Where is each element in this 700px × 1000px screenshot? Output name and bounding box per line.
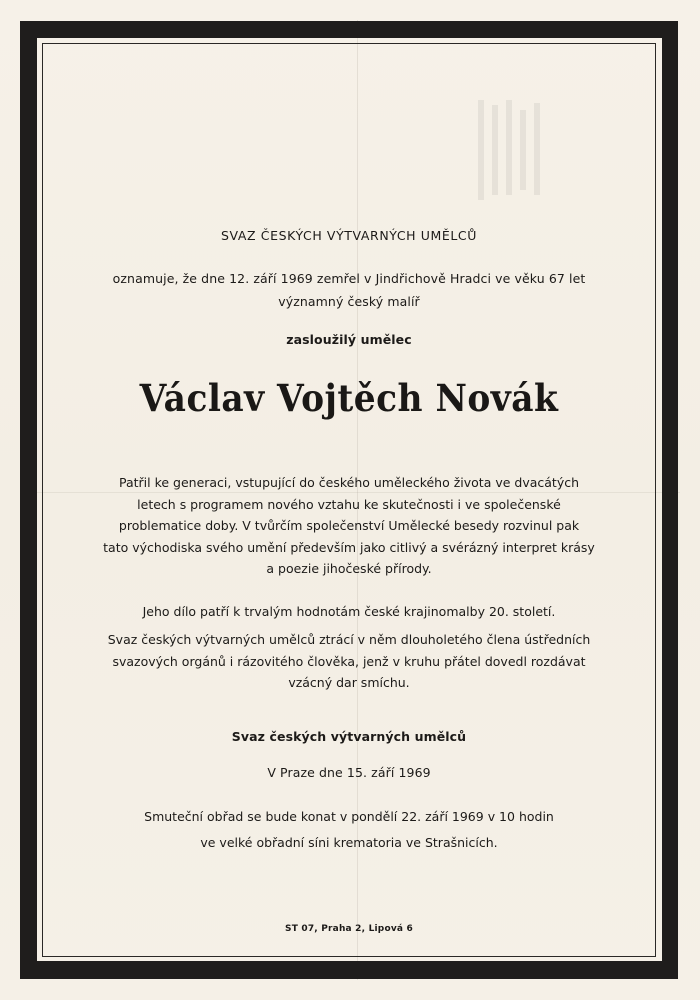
- organization-heading: SVAZ ČESKÝCH VÝTVARNÝCH UMĚLCŮ: [220, 228, 478, 243]
- dateline: V Praze dne 15. září 1969: [267, 765, 431, 780]
- legacy-paragraph: [43, 601, 655, 623]
- funeral-line: ve velké obřadní síni krematoria ve Strašnicích.: [200, 835, 498, 850]
- tribute-line: problematice doby. V tvůrčím společenství Umělecké besedy rozvinul pak: [118, 518, 580, 533]
- loss-line: vzácný dar smíchu.: [288, 675, 410, 690]
- announcement-line: oznamuje, že dne 12. září 1969 zemřel v Jindřichově Hradci ve věku 67 let: [112, 271, 586, 286]
- announcement-line-profession: významný český malíř: [278, 294, 420, 309]
- tribute-line: letech s programem nového vztahu ke skutečnosti i ve společenské: [137, 496, 561, 512]
- legacy-line: Jeho dílo patří k trvalým hodnotám české krajinomalby 20. století.: [142, 604, 556, 619]
- loss-line: svazových orgánů i rázovitého člověka, jenž v kruhu přátel dovedl rozdávat: [112, 653, 586, 669]
- deceased-name: Václav Vojtěch Novák: [139, 376, 559, 420]
- signature-organization: Svaz českých výtvarných umělců: [231, 729, 467, 744]
- loss-paragraph: [43, 629, 655, 694]
- loss-line: Svaz českých výtvarných umělců ztrácí v něm dlouholetého člena ústředních: [107, 632, 591, 647]
- honorific-title: zasloužilý umělec: [286, 332, 412, 347]
- tribute-line: a poezie jihočeské přírody.: [266, 561, 432, 576]
- funeral-line: Smuteční obřad se bude konat v pondělí 22. září 1969 v 10 hodin: [144, 809, 554, 824]
- printer-mark: ST 07, Praha 2, Lipová 6: [285, 924, 413, 934]
- tribute-line: Patřil ke generaci, vstupující do českého uměleckého života ve dvacátých: [118, 475, 580, 490]
- funeral-announcement: [43, 804, 655, 856]
- notice-body: [43, 44, 655, 956]
- tribute-line: tato východiska svého umění především jako citlivý a svérázný interpret krásy: [103, 539, 595, 555]
- tribute-paragraph: [43, 472, 655, 580]
